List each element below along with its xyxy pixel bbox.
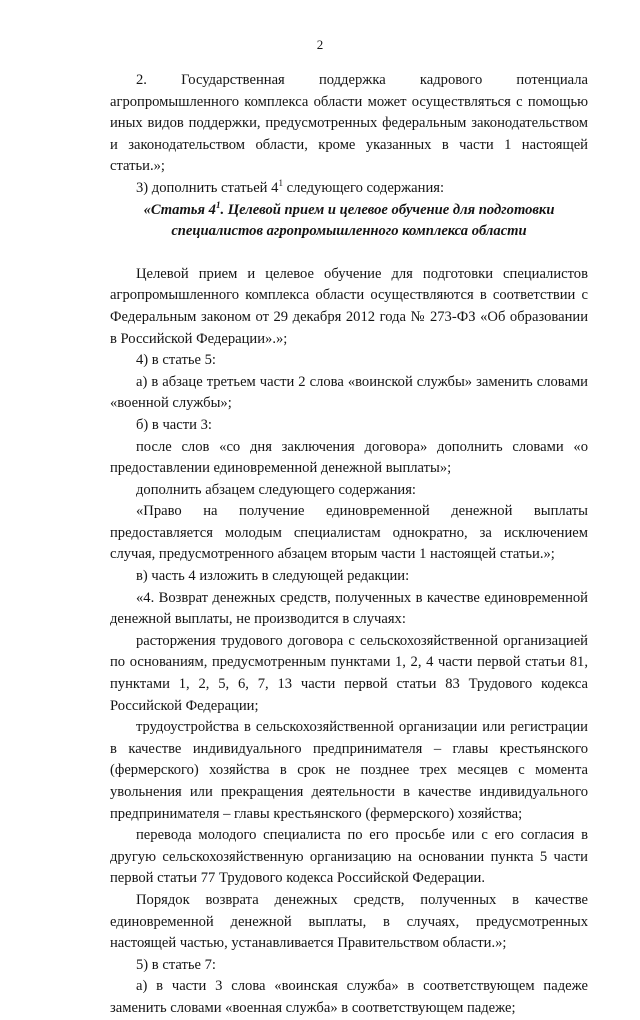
paragraph-article-5: 4) в статье 5: (136, 352, 216, 369)
paragraph-target-admission: Целевой прием и целевое обучение для подготовки специалистов агропромышленного комплекса области осуществляются в соответствии с Федеральным законом от 29 декабря 2012 года № 273-ФЗ «Об образовании в Российской Федерации».»; (110, 265, 588, 347)
paragraph-add-article (110, 178, 588, 200)
paragraph-after-words: после слов «со дня заключения договора» дополнить словами «о предоставлении единовременной денежной выплаты»; (110, 438, 588, 477)
paragraph-article-7: 5) в статье 7: (136, 956, 216, 973)
paragraph-5b: б) в части 3: (136, 416, 212, 433)
document-body (110, 70, 588, 1020)
paragraph-employment: трудоустройства в сельскохозяйственной организации или регистрации в качестве индивидуального предпринимателя – главы крестьянского (фермерского) хозяйства в срок не позднее трех месяцев с момента увольнения или прекращения деятельности в качестве индивидуального предпринимателя – главы крестьянского (фермерского) хозяйства; (110, 719, 588, 822)
paragraph-right-to-payment: «Право на получение единовременной денежной выплаты предоставляется молодым специалистам однократно, за исключением случая, предусмотренного абзацем вторым части 1 настоящей статьи.»; (110, 503, 588, 563)
paragraph-5a: а) в абзаце третьем части 2 слова «воинской службы» заменить словами «военной службы»; (110, 373, 588, 412)
text: следующего содержания: (282, 179, 445, 196)
paragraph-refund-procedure: Порядок возврата денежных средств, полученных в качестве единовременной денежной выплаты, в случаях, предусмотренных настоящей частью, устанавливается Правительством области.»; (110, 891, 588, 952)
paragraph-add-subparagraph: дополнить абзацем следующего содержания: (136, 481, 416, 498)
paragraph-5v: в) часть 4 изложить в следующей редакции: (136, 568, 410, 585)
paragraph-termination: расторжения трудового договора с сельскохозяйственной организацией по основаниям, предусмотренным пунктами 1, 2, 4 части первой статьи 81, пунктами 1, 2, 5, 6, 7, 13 части первой статьи 83 Трудового кодекса Российской Федерации; (110, 632, 588, 714)
paragraph-transfer: перевода молодого специалиста по его просьбе или с его согласия в другую сельскохозяйственную организацию на основании пункта 5 части первой статьи 77 Трудового кодекса Российской Федерации. (110, 827, 588, 887)
page-number: 2 (316, 37, 324, 52)
paragraph-7a: а) в части 3 слова «воинская служба» в соответствующем падеже заменить словами «военная служба» в соответствующем падеже; (110, 978, 588, 1016)
paragraph-refund-cases: «4. Возврат денежных средств, полученных в качестве единовременной денежной выплаты, не производится в случаях: (110, 589, 588, 628)
superscript: 1 (215, 199, 221, 210)
text: 3) дополнить статьей 4 (136, 179, 279, 196)
paragraph-state-support: 2. Государственная поддержка кадрового потенциала агропромышленного комплекса области может осуществляться с помощью иных видов поддержки, предусмотренных федеральным законодательством и законодательством области, кроме указанных в части 1 настоящей статьи.»; (110, 72, 588, 175)
article-heading (110, 200, 588, 243)
superscript: 1 (278, 178, 283, 189)
text: . Целевой прием и целевое обучение для подготовки специалистов агропромышленного комплекса области (171, 201, 555, 240)
text: «Статья 4 (143, 201, 216, 218)
